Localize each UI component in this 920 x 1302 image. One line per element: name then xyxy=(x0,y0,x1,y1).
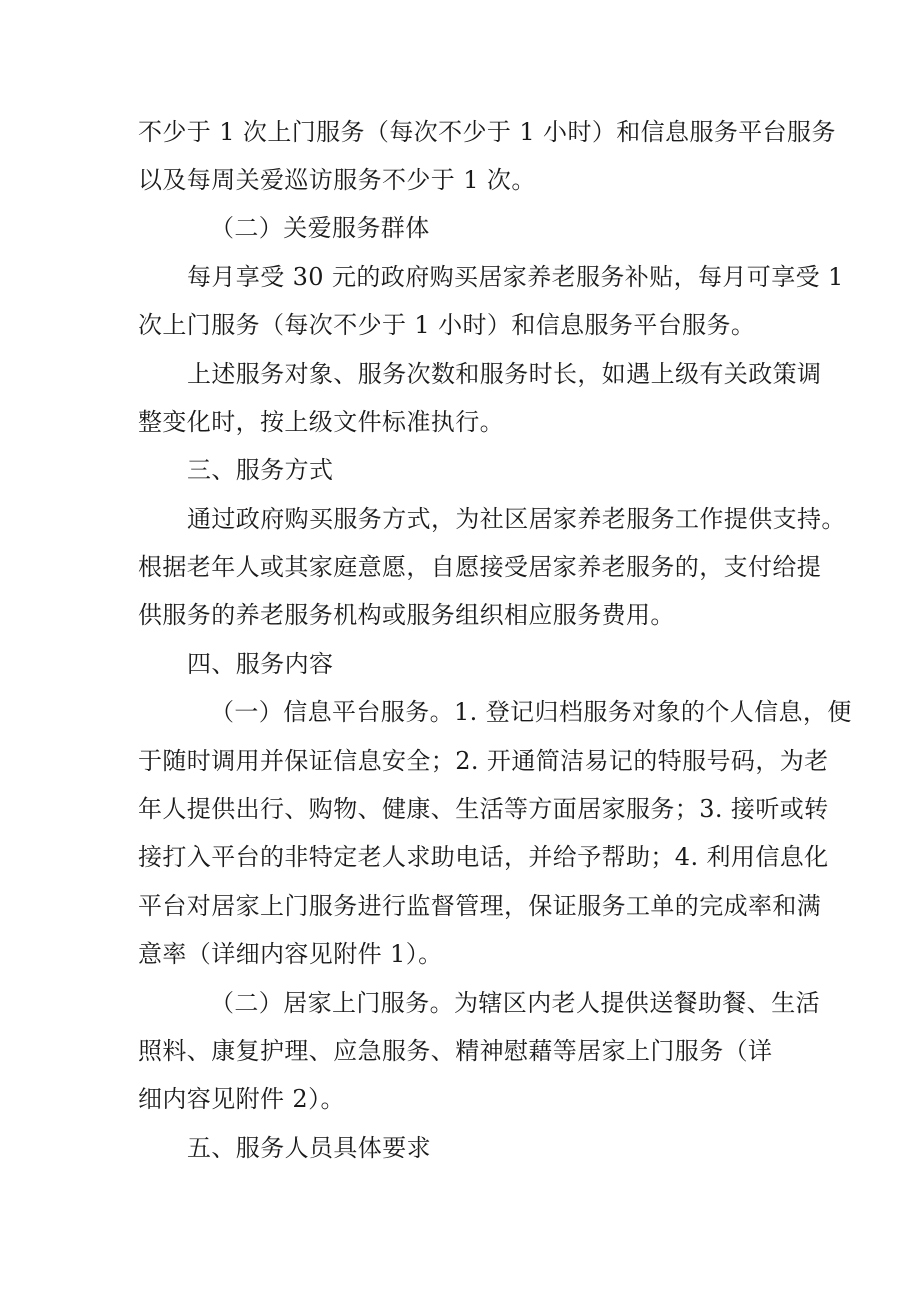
paragraph-line: 以及每周关爱巡访服务不少于 1 次。 xyxy=(138,166,536,194)
section-heading: 三、服务方式 xyxy=(187,456,334,484)
section-heading: 五、服务人员具体要求 xyxy=(187,1134,431,1162)
paragraph-line: 接打入平台的非特定老人求助电话，并给予帮助；4. 利用信息化 xyxy=(138,843,829,871)
paragraph-line: 不少于 1 次上门服务（每次不少于 1 小时）和信息服务平台服务 xyxy=(138,118,836,146)
paragraph-line: 意率（详细内容见附件 1）。 xyxy=(138,940,443,968)
paragraph-line: （一）信息平台服务。1. 登记归档服务对象的个人信息，便 xyxy=(210,698,852,726)
paragraph-line: 照料、康复护理、应急服务、精神慰藉等居家上门服务（详 xyxy=(138,1037,773,1065)
paragraph-line: 每月享受 30 元的政府购买居家养老服务补贴，每月可享受 1 xyxy=(187,263,844,291)
section-subheading: （二）关爱服务群体 xyxy=(210,214,430,242)
section-heading: 四、服务内容 xyxy=(187,650,334,678)
paragraph-line: 供服务的养老服务机构或服务组织相应服务费用。 xyxy=(138,601,675,629)
paragraph-line: 上述服务对象、服务次数和服务时长，如遇上级有关政策调 xyxy=(187,360,822,388)
paragraph-line: 平台对居家上门服务进行监督管理，保证服务工单的完成率和满 xyxy=(138,892,822,920)
paragraph-line: 整变化时，按上级文件标准执行。 xyxy=(138,408,504,436)
paragraph-line: 次上门服务（每次不少于 1 小时）和信息服务平台服务。 xyxy=(138,311,756,339)
paragraph-line: 细内容见附件 2）。 xyxy=(138,1085,345,1113)
paragraph-line: 于随时调用并保证信息安全；2. 开通简洁易记的特服号码，为老 xyxy=(138,747,829,775)
paragraph-line: 通过政府购买服务方式，为社区居家养老服务工作提供支持。 xyxy=(187,505,846,533)
paragraph-line: 年人提供出行、购物、健康、生活等方面居家服务；3. 接听或转 xyxy=(138,795,829,823)
paragraph-line: 根据老年人或其家庭意愿，自愿接受居家养老服务的，支付给提 xyxy=(138,553,822,581)
paragraph-line: （二）居家上门服务。为辖区内老人提供送餐助餐、生活 xyxy=(210,989,820,1017)
